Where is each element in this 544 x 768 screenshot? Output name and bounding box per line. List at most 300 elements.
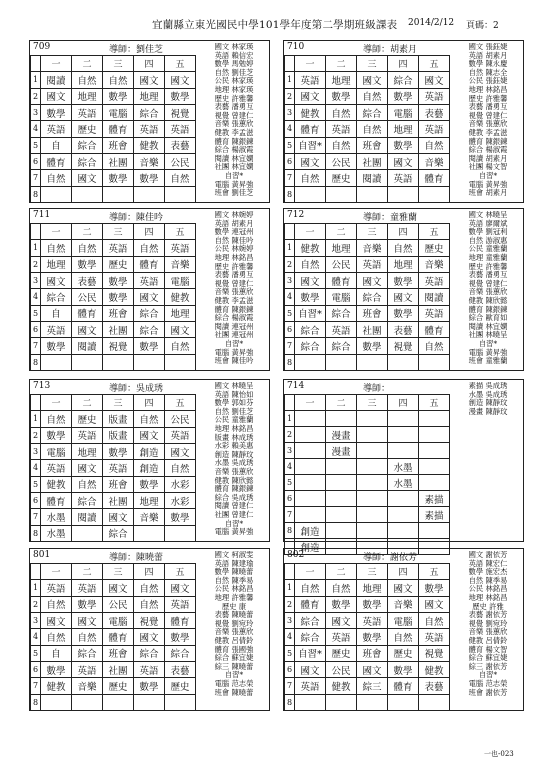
- teacher-roster: [452, 211, 524, 370]
- roster-line: 健教 李孟滋: [214, 295, 254, 305]
- subject-cell: 自然: [41, 170, 72, 186]
- day-header: 一: [295, 564, 326, 580]
- day-header: 五: [419, 224, 450, 240]
- roster-line: 班會 謝依芳: [468, 687, 508, 697]
- subject-cell: 國文: [72, 460, 103, 476]
- subject-cell: 音樂: [72, 678, 103, 694]
- roster-line: 國文 林家瑛: [214, 43, 254, 51]
- subject-cell: 體育: [134, 256, 165, 272]
- roster-line: 地理 童雅蘭: [468, 252, 508, 262]
- subject-cell: 自然: [165, 460, 196, 476]
- subject-cell: 體育: [419, 170, 450, 186]
- period-row: [31, 305, 196, 321]
- period-number: 5: [285, 475, 295, 491]
- period-number: 7: [285, 507, 295, 523]
- subject-cell: [419, 523, 450, 539]
- roster-line: 素描 吳成琇: [468, 382, 508, 390]
- period-row: [31, 525, 196, 541]
- subject-cell: [41, 186, 72, 202]
- roster-line: 自然 陳志全: [468, 67, 508, 77]
- day-header: 四: [134, 564, 165, 580]
- timetable-table: [284, 394, 450, 555]
- subject-cell: [388, 694, 419, 710]
- period-row: [31, 289, 196, 305]
- subject-cell: [295, 491, 326, 507]
- period-row: [31, 121, 196, 137]
- subject-cell: 國文: [357, 661, 388, 677]
- day-header-row: [31, 395, 196, 411]
- period-row: [31, 596, 196, 612]
- subject-cell: [388, 411, 419, 427]
- subject-cell: 表藝: [419, 104, 450, 120]
- roster-line: 歷史 許雅: [472, 601, 504, 611]
- homeroom-teacher: 導師：陳佳吟: [109, 213, 164, 223]
- period-number: 3: [285, 104, 295, 120]
- period-number: 7: [285, 338, 295, 354]
- day-header: 五: [419, 395, 450, 411]
- subject-cell: [357, 411, 388, 427]
- roster-line: 國文 謝依芳: [468, 551, 508, 559]
- day-header: 五: [165, 564, 196, 580]
- subject-cell: 數學: [72, 256, 103, 272]
- subject-cell: 自然: [388, 629, 419, 645]
- subject-cell: 綜合: [72, 153, 103, 169]
- subject-cell: 班會: [357, 137, 388, 153]
- subject-cell: 數學: [103, 272, 134, 288]
- day-header: 一: [295, 224, 326, 240]
- period-row: [285, 459, 450, 475]
- class-number: 713: [33, 381, 51, 391]
- period-number: 2: [31, 256, 41, 272]
- period-number: 8: [285, 186, 295, 202]
- class-number: 712: [287, 210, 305, 220]
- roster-line: 自然 陳季易: [468, 575, 508, 585]
- timetable-table: [30, 394, 196, 542]
- day-header: 二: [326, 56, 357, 72]
- subject-cell: [419, 354, 450, 370]
- subject-cell: 國文: [295, 88, 326, 104]
- day-header: 四: [388, 56, 419, 72]
- subject-cell: 綜合: [103, 525, 134, 541]
- roster-line: 公民 林銘昌: [468, 584, 508, 594]
- subject-cell: 電腦: [326, 289, 357, 305]
- subject-cell: [103, 354, 134, 370]
- subject-cell: [41, 354, 72, 370]
- subject-cell: 綜合: [388, 72, 419, 88]
- period-row: [285, 137, 450, 153]
- subject-cell: 國文: [326, 612, 357, 628]
- period-row: [31, 272, 196, 288]
- subject-cell: 英語: [357, 256, 388, 272]
- day-header: 四: [134, 224, 165, 240]
- subject-cell: [295, 459, 326, 475]
- subject-cell: 閱讀: [72, 509, 103, 525]
- period-number: 3: [285, 272, 295, 288]
- roster-line: 數學 郭如芬: [214, 398, 254, 408]
- subject-cell: 水墨: [388, 459, 419, 475]
- subject-cell: 健教: [165, 289, 196, 305]
- roster-line: 公民 張鈺婕: [468, 76, 508, 86]
- subject-cell: 國文: [134, 427, 165, 443]
- page-title: 宜蘭縣立東光國民中學101學年度第二學期班級課表: [152, 19, 398, 31]
- period-number: 8: [285, 523, 295, 539]
- subject-cell: 自然: [295, 580, 326, 596]
- subject-cell: [72, 525, 103, 541]
- subject-cell: 健教: [326, 678, 357, 694]
- subject-cell: [388, 443, 419, 459]
- subject-cell: 自然: [134, 411, 165, 427]
- subject-cell: 表藝: [165, 661, 196, 677]
- subject-cell: [419, 411, 450, 427]
- subject-cell: [72, 694, 103, 710]
- subject-cell: [357, 354, 388, 370]
- roster-line: 自然 陳佳吟: [214, 235, 254, 245]
- subject-cell: 綜合: [326, 338, 357, 354]
- subject-cell: 音樂: [357, 240, 388, 256]
- subject-cell: 國文: [357, 72, 388, 88]
- roster-line: 綜合 吳成琇: [214, 492, 254, 502]
- subject-cell: 國文: [134, 72, 165, 88]
- subject-cell: 體育: [72, 305, 103, 321]
- teacher-roster: [452, 382, 524, 541]
- roster-line: 地理 林銘昌: [214, 252, 254, 262]
- subject-cell: [357, 507, 388, 523]
- subject-cell: 地理: [134, 88, 165, 104]
- timetable-table: [30, 223, 196, 371]
- subject-cell: 班會: [103, 137, 134, 153]
- roster-line: 閱讀 連冠州: [214, 321, 254, 331]
- class-panel-713: [29, 379, 270, 542]
- subject-cell: 綜合: [295, 612, 326, 628]
- day-header-row: [285, 564, 450, 580]
- subject-cell: 數學: [388, 305, 419, 321]
- subject-cell: 綜合: [295, 321, 326, 337]
- period-row: [285, 240, 450, 256]
- roster-line: 英語 廖爾斌: [468, 218, 508, 228]
- roster-line: 視覺 曾建仁: [214, 278, 254, 288]
- roster-line: 自習*: [224, 338, 244, 348]
- period-row: [31, 612, 196, 628]
- day-header-row: [31, 564, 196, 580]
- day-header: 四: [388, 224, 419, 240]
- subject-cell: 體育: [326, 272, 357, 288]
- subject-cell: 英語: [72, 580, 103, 596]
- subject-cell: [134, 186, 165, 202]
- period-row: [285, 121, 450, 137]
- period-number: 8: [31, 186, 41, 202]
- subject-cell: 自然: [295, 256, 326, 272]
- period-number: 4: [31, 629, 41, 645]
- subject-cell: 數學: [72, 596, 103, 612]
- homeroom-teacher: 導師：胡素月: [363, 45, 418, 55]
- roster-line: 社團 曾建仁: [214, 509, 254, 519]
- period-row: [285, 475, 450, 491]
- subject-cell: 體育: [388, 678, 419, 694]
- subject-cell: 社團: [103, 661, 134, 677]
- roster-line: 數學 陳永慶: [468, 59, 508, 69]
- subject-cell: 自然: [134, 596, 165, 612]
- subject-cell: 閱讀: [72, 338, 103, 354]
- subject-cell: 班會: [103, 305, 134, 321]
- subject-cell: 國文: [295, 661, 326, 677]
- subject-cell: 國文: [419, 72, 450, 88]
- subject-cell: 自然: [357, 88, 388, 104]
- class-number: 711: [33, 210, 51, 220]
- subject-cell: 班會: [103, 476, 134, 492]
- day-header: 二: [326, 395, 357, 411]
- roster-line: 水墨 吳成琇: [468, 389, 508, 399]
- roster-line: 國文 林婉婷: [214, 211, 254, 219]
- period-number: 2: [31, 427, 41, 443]
- subject-cell: [357, 459, 388, 475]
- roster-line: 英語 陳宏仁: [468, 558, 508, 568]
- roster-line: 版畫 林成琇: [214, 432, 254, 442]
- subject-cell: 視覺: [419, 645, 450, 661]
- period-row: [31, 88, 196, 104]
- subject-cell: 綜三: [357, 678, 388, 694]
- class-number: 710: [287, 42, 305, 52]
- subject-cell: 地理: [326, 240, 357, 256]
- period-row: [285, 72, 450, 88]
- subject-cell: 自然: [326, 580, 357, 596]
- roster-line: 公民 林家瑛: [214, 76, 254, 86]
- class-panel-802: [283, 548, 524, 711]
- subject-cell: 地理: [72, 88, 103, 104]
- roster-line: 地理 林家瑛: [214, 84, 254, 94]
- roster-line: 班會 童雅蘭: [468, 356, 508, 366]
- period-row: [31, 170, 196, 186]
- roster-line: 表藝 潘勇互: [214, 102, 254, 112]
- roster-line: 英語 賴信宏: [214, 50, 254, 60]
- subject-cell: 數學: [134, 476, 165, 492]
- subject-cell: 體育: [165, 612, 196, 628]
- subject-cell: 自習*: [295, 305, 326, 321]
- period-number: 3: [285, 443, 295, 459]
- roster-line: 健教 呂倩鈴: [468, 635, 508, 645]
- roster-line: 綜合 楊淑霞: [214, 145, 254, 155]
- subject-cell: 社團: [103, 153, 134, 169]
- subject-cell: [419, 427, 450, 443]
- subject-cell: 自然: [388, 240, 419, 256]
- subject-cell: 綜合: [295, 338, 326, 354]
- subject-cell: 自然: [419, 137, 450, 153]
- roster-line: 音樂 張蕙欣: [214, 466, 254, 476]
- subject-cell: 社團: [357, 153, 388, 169]
- subject-cell: 音樂: [165, 256, 196, 272]
- period-number: 2: [285, 256, 295, 272]
- subject-cell: [103, 186, 134, 202]
- subject-cell: 英語: [388, 170, 419, 186]
- subject-cell: 地理: [326, 72, 357, 88]
- timetable: [30, 55, 196, 203]
- period-number: 7: [31, 678, 41, 694]
- roster-line: 綜合 蘇宜婕: [214, 653, 254, 663]
- class-panel-709: [29, 40, 270, 203]
- subject-cell: [326, 411, 357, 427]
- subject-cell: [295, 354, 326, 370]
- day-header: 一: [295, 395, 326, 411]
- period-row: [285, 645, 450, 661]
- period-number: 4: [285, 629, 295, 645]
- period-row: [31, 694, 196, 710]
- subject-cell: [326, 475, 357, 491]
- subject-cell: [357, 475, 388, 491]
- subject-cell: [326, 491, 357, 507]
- subject-cell: 國文: [165, 321, 196, 337]
- roster-line: 電腦 黃昇強: [214, 179, 254, 189]
- roster-line: 自習*: [224, 670, 244, 680]
- roster-line: 公民 童雅蘭: [214, 415, 254, 425]
- subject-cell: 數學: [103, 443, 134, 459]
- subject-cell: 素描: [419, 491, 450, 507]
- subject-cell: 自習*: [295, 137, 326, 153]
- teacher-roster: [198, 211, 270, 370]
- subject-cell: [326, 694, 357, 710]
- corner-cell: [285, 56, 295, 72]
- day-header: 一: [41, 395, 72, 411]
- subject-cell: 英語: [41, 121, 72, 137]
- subject-cell: [295, 411, 326, 427]
- timetable: [284, 394, 450, 554]
- roster-line: 班會 陳佳吟: [214, 356, 254, 366]
- roster-line: 國文 柯淑雯: [214, 551, 254, 559]
- subject-cell: 國文: [388, 289, 419, 305]
- subject-cell: 自然: [357, 121, 388, 137]
- period-row: [31, 678, 196, 694]
- roster-line: 體育 張國強: [214, 644, 254, 654]
- roster-line: 表藝 潘勇互: [468, 102, 508, 112]
- period-row: [285, 354, 450, 370]
- roster-line: 電腦 黃昇強: [214, 527, 254, 537]
- subject-cell: 數學: [134, 338, 165, 354]
- subject-cell: 素描: [419, 507, 450, 523]
- period-row: [285, 523, 450, 539]
- subject-cell: 數學: [165, 629, 196, 645]
- subject-cell: 電腦: [103, 612, 134, 628]
- subject-cell: [388, 186, 419, 202]
- roster-line: 歷史 許雅馨: [214, 261, 254, 271]
- roster-line: 漫畫 陳靜玟: [468, 406, 508, 416]
- subject-cell: 表藝: [388, 321, 419, 337]
- subject-cell: 英語: [295, 72, 326, 88]
- subject-cell: [295, 186, 326, 202]
- roster-line: 自然 游淑惠: [468, 235, 508, 245]
- day-header: 四: [134, 56, 165, 72]
- roster-line: 表藝 陳曉蕾: [214, 610, 254, 620]
- period-number: 5: [285, 137, 295, 153]
- period-number: 3: [285, 612, 295, 628]
- roster-line: 綜合 楊淑霞: [214, 313, 254, 323]
- roster-line: 公民 林銘昌: [214, 584, 254, 594]
- roster-line: 音樂 張蕙欣: [468, 627, 508, 637]
- period-number: 5: [31, 305, 41, 321]
- timetable: [30, 563, 196, 711]
- roster-line: 綜三 謝依芳: [468, 661, 508, 671]
- subject-cell: 閱讀: [419, 289, 450, 305]
- subject-cell: 漫畫: [326, 443, 357, 459]
- day-header-row: [31, 224, 196, 240]
- class-number: 709: [33, 42, 51, 52]
- roster-line: 閱讀 林宜嫻: [214, 153, 254, 163]
- roster-line: 音樂 張蕙欣: [468, 119, 508, 129]
- roster-line: 健教 呂倩鈴: [214, 635, 254, 645]
- period-row: [285, 272, 450, 288]
- subject-cell: [357, 443, 388, 459]
- period-number: 1: [285, 411, 295, 427]
- period-number: 2: [31, 88, 41, 104]
- period-row: [285, 186, 450, 202]
- subject-cell: 自然: [41, 596, 72, 612]
- subject-cell: 地理: [41, 256, 72, 272]
- day-header: 三: [103, 56, 134, 72]
- subject-cell: 英語: [165, 240, 196, 256]
- day-header-row: [285, 224, 450, 240]
- subject-cell: 體育: [295, 121, 326, 137]
- day-header: 三: [357, 395, 388, 411]
- roster-line: 班會 劉佳芝: [214, 188, 254, 198]
- subject-cell: 自然: [72, 240, 103, 256]
- timetable: [284, 563, 450, 711]
- roster-line: 表藝 潘勇互: [468, 270, 508, 280]
- subject-cell: 數學: [357, 629, 388, 645]
- period-row: [285, 596, 450, 612]
- period-number: 7: [31, 509, 41, 525]
- subject-cell: [419, 694, 450, 710]
- day-header-row: [285, 56, 450, 72]
- subject-cell: 英語: [419, 121, 450, 137]
- roster-line: 音樂 張蕙欣: [214, 627, 254, 637]
- subject-cell: 公民: [165, 153, 196, 169]
- day-header: 五: [419, 56, 450, 72]
- subject-cell: 數學: [103, 289, 134, 305]
- timetable: [284, 55, 450, 203]
- subject-cell: 數學: [41, 104, 72, 120]
- roster-line: 閱讀 胡素月: [468, 153, 508, 163]
- subject-cell: 英語: [419, 88, 450, 104]
- subject-cell: 音樂: [134, 153, 165, 169]
- period-number: 6: [31, 153, 41, 169]
- corner-cell: [31, 395, 41, 411]
- period-number: 5: [31, 137, 41, 153]
- roster-line: 社團 林曉呈: [468, 330, 508, 340]
- subject-cell: 水墨: [41, 525, 72, 541]
- period-number: 6: [285, 491, 295, 507]
- subject-cell: 英語: [419, 629, 450, 645]
- subject-cell: 電腦: [388, 104, 419, 120]
- period-row: [285, 256, 450, 272]
- subject-cell: 表藝: [165, 137, 196, 153]
- teacher-roster: [452, 551, 524, 710]
- corner-cell: [285, 395, 295, 411]
- teacher-roster: [198, 551, 270, 710]
- subject-cell: 創造: [295, 539, 326, 555]
- period-number: 6: [31, 321, 41, 337]
- day-header: 五: [165, 395, 196, 411]
- day-header: 二: [72, 224, 103, 240]
- roster-line: 體育 陳銀鍊: [214, 304, 254, 314]
- subject-cell: 英語: [326, 121, 357, 137]
- subject-cell: 歷史: [103, 256, 134, 272]
- roster-line: 健教 李孟滋: [468, 127, 508, 137]
- period-row: [285, 612, 450, 628]
- subject-cell: 創造: [134, 460, 165, 476]
- period-number: 8: [31, 354, 41, 370]
- subject-cell: 歷史: [419, 240, 450, 256]
- subject-cell: 數學: [419, 580, 450, 596]
- day-header-row: [285, 395, 450, 411]
- subject-cell: 英語: [134, 661, 165, 677]
- subject-cell: 健教: [295, 104, 326, 120]
